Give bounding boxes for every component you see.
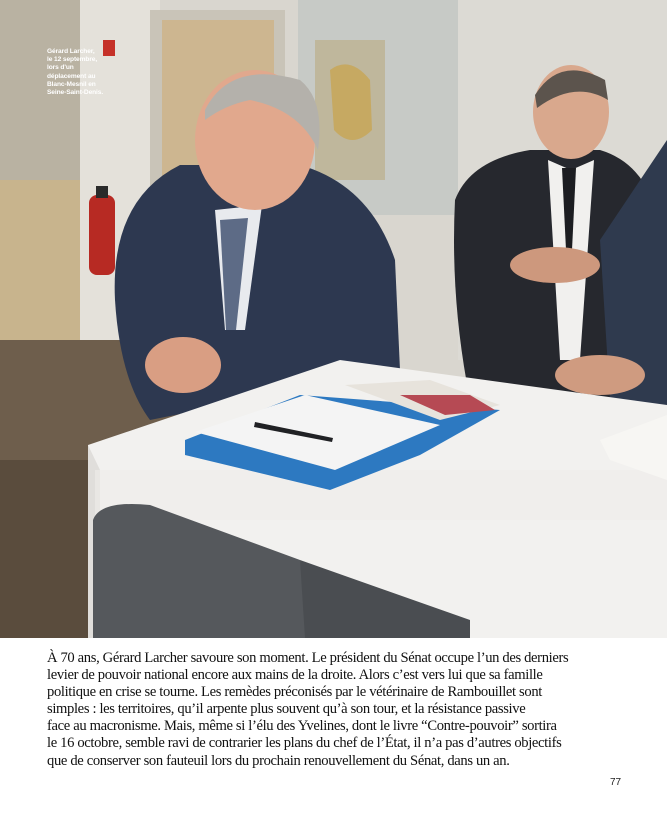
article-line: simples : les territoires, qu’il arpente plus souvent qu’à son tour, et la résistance passive [47,701,526,718]
caption-line: déplacement au [47,72,96,80]
article-line: que de conserver son fauteuil lors du prochain renouvellement du Sénat, dans un an. [47,752,510,769]
photo-caption [47,48,117,97]
article-line: levier de pouvoir national encore aux mains de la droite. Alors c’est vers lui que sa famille [47,667,543,684]
caption-line: Blanc-Mesnil en [47,80,96,88]
caption-line: lors d'un [47,64,74,72]
page-number: 77 [610,777,622,788]
article-body [47,650,637,770]
article-line: le 16 octobre, semble ravi de contrarier les plans du chef de l’État, il n’a pas d’autres objectifs [47,735,562,752]
article-line: face au macronisme. Mais, même si l’élu des Yvelines, dont le livre “Contre-pouvoir” sortira [47,718,557,735]
caption-line: Gérard Larcher, [47,48,95,55]
caption-line: Seine-Saint-Denis. [47,89,104,97]
article-line: politique en crise se tourne. Les remèdes préconisés par le vétérinaire de Rambouillet sont [47,684,542,701]
article-line: À 70 ans, Gérard Larcher savoure son moment. Le président du Sénat occupe l’un des derniers [47,650,569,666]
caption-line: le 12 septembre, [47,56,98,64]
